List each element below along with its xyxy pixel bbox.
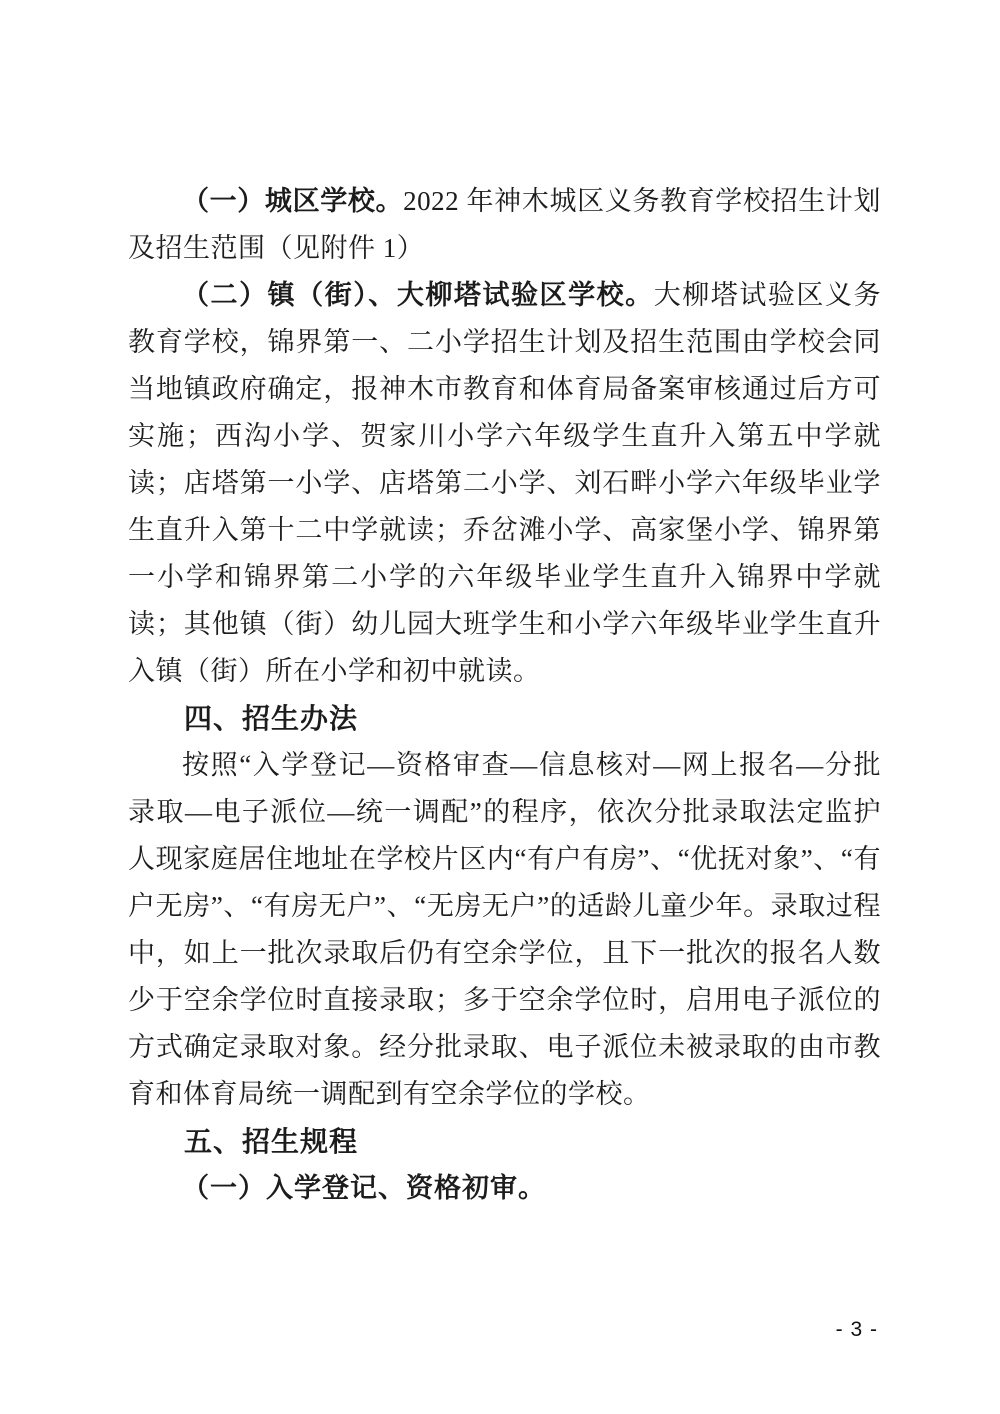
paragraph-city-schools-lead: （一）城区学校。 (182, 186, 404, 216)
document-body (128, 178, 881, 1212)
paragraph-town-schools-text: 大柳塔试验区义务教育学校，锦界第一、二小学招生计划及招生范围由学校会同当地镇政府确定，报神木市教育和体育局备案审核通过后方可实施；西沟小学、贺家川小学六年级学生直升入第五中学就读；店塔第一小学、店塔第二小学、刘石畔小学六年级毕业学生直升入第十二中学就读；乔岔滩小学、高家堡小学、锦界第一小学和锦界第二小学的六年级毕业学生直升入锦界中学就读；其他镇（街）幼儿园大班学生和小学六年级毕业学生直升入镇（街）所在小学和初中就读。 (128, 280, 882, 686)
paragraph-town-schools (128, 272, 881, 695)
paragraph-city-schools (128, 178, 881, 272)
heading-enrollment-procedure: 五、招生规程 (184, 1126, 359, 1157)
paragraph-enrollment-method (128, 742, 881, 1118)
paragraph-city-schools-text: 2022 年神木城区义务教育学校招生计划及招生范围（见附件 1） (128, 186, 882, 263)
heading-enrollment-method: 四、招生办法 (184, 703, 359, 734)
subheading-registration-review: （一）入学登记、资格初审。 (182, 1173, 546, 1203)
paragraph-enrollment-method-text: 按照“入学登记—资格审查—信息核对—网上报名—分批录取—电子派位—统一调配”的程序，依次分批录取法定监护人现家庭居住地址在学校片区内“有户有房”、“优抚对象”、“有户无房”、“有房无户”、“无房无户”的适龄儿童少年。录取过程中，如上一批次录取后仍有空余学位，且下一批次的报名人数少于空余学位时直接录取；多于空余学位时，启用电子派位的方式确定录取对象。经分批录取、电子派位未被录取的由市教育和体育局统一调配到有空余学位的学校。 (128, 750, 881, 1109)
paragraph-town-schools-lead: （二）镇（街）、大柳塔试验区学校。 (182, 280, 654, 310)
page-number: - 3 - (835, 1318, 878, 1341)
